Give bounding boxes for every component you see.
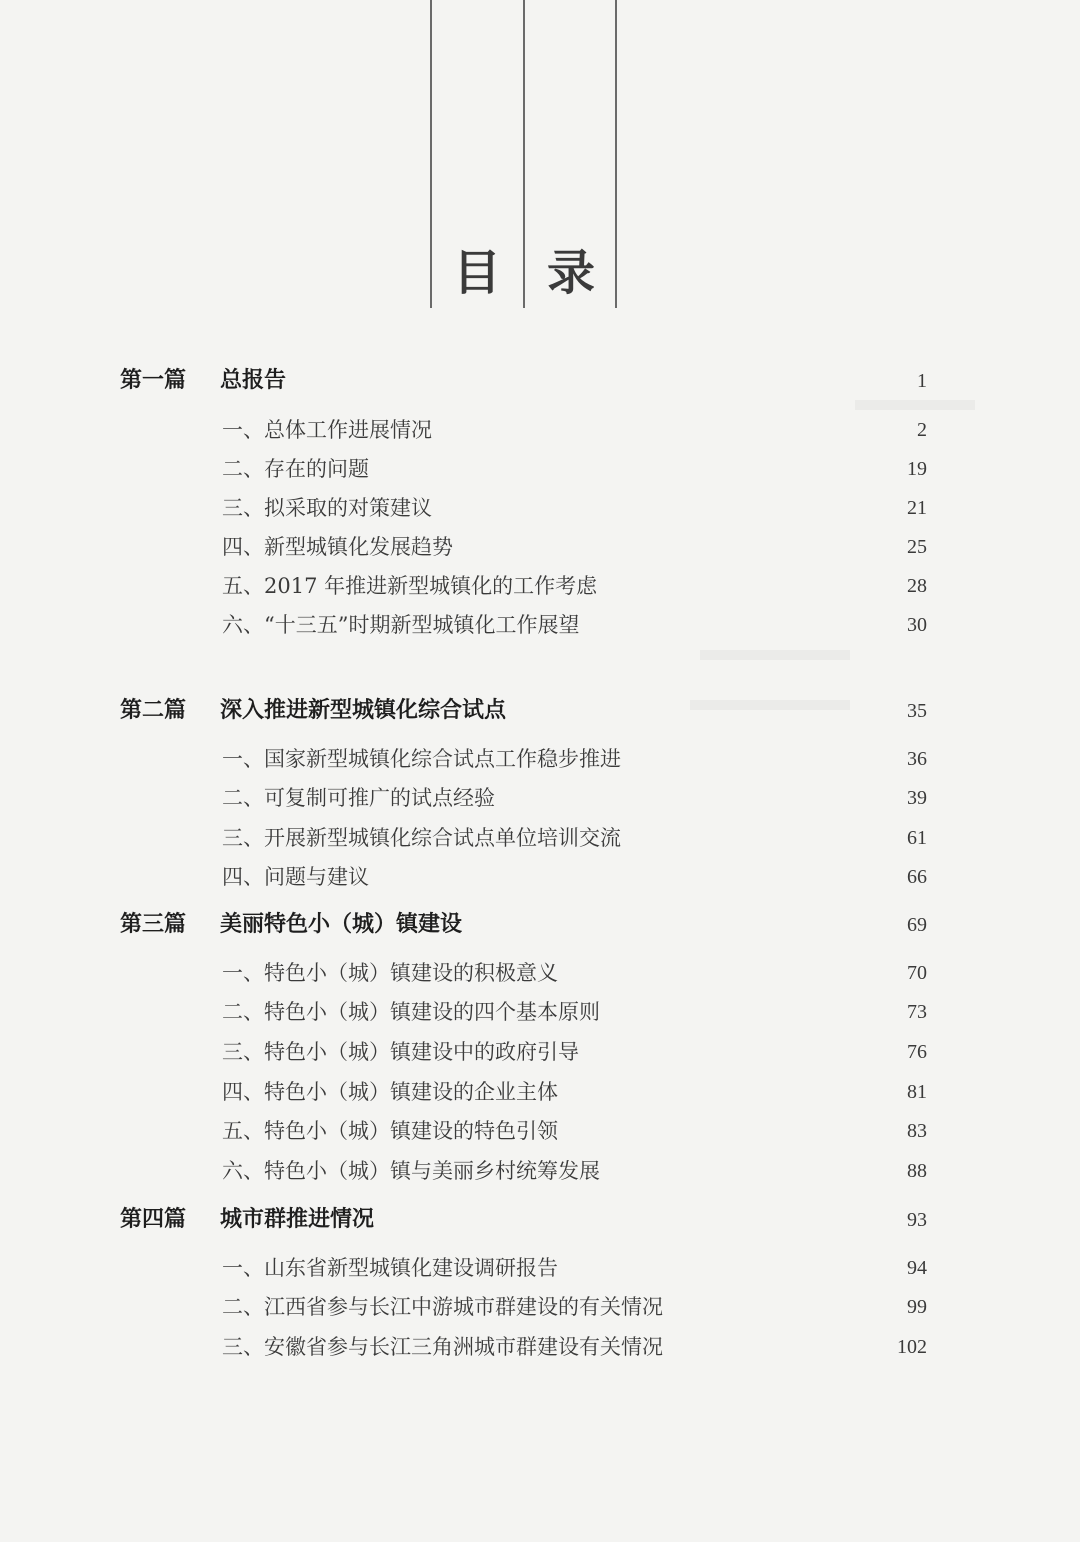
part-label: 第一篇 [120, 368, 187, 393]
toc-entry-row [0, 1113, 1080, 1149]
page-title-char-1: 目 [452, 244, 501, 301]
toc-entry-row [0, 1074, 1080, 1110]
toc-entry-row [0, 1034, 1080, 1070]
part-title: 总报告 [220, 368, 287, 393]
page-number: 28 [907, 575, 927, 597]
toc-entry-row [0, 490, 1080, 526]
toc-entry-row [0, 994, 1080, 1030]
part-title: 城市群推进情况 [220, 1207, 375, 1232]
page-number: 61 [907, 827, 927, 849]
part-heading-row [0, 693, 1080, 729]
page-number: 2 [917, 419, 927, 441]
page-number: 83 [907, 1120, 927, 1142]
entry-title: 一、总体工作进展情况 [222, 418, 432, 442]
part-title: 深入推进新型城镇化综合试点 [220, 698, 507, 723]
page-title-char-2: 录 [546, 244, 595, 301]
toc-entry-row [0, 568, 1080, 604]
part-heading-row [0, 1202, 1080, 1238]
entry-title: 五、特色小（城）镇建设的特色引领 [222, 1119, 558, 1143]
part-label: 第四篇 [120, 1207, 187, 1232]
toc-entry-row [0, 529, 1080, 565]
page-number: 99 [907, 1296, 927, 1318]
toc-entry-row [0, 1289, 1080, 1325]
entry-title: 三、安徽省参与长江三角洲城市群建设有关情况 [222, 1335, 663, 1359]
page-number: 102 [897, 1336, 927, 1358]
toc-entry-row [0, 1153, 1080, 1189]
page-number: 1 [917, 370, 927, 392]
page-number: 39 [907, 787, 927, 809]
entry-title: 一、国家新型城镇化综合试点工作稳步推进 [222, 747, 621, 771]
page-number: 36 [907, 748, 927, 770]
entry-title: 五、2017 年推进新型城镇化的工作考虑 [222, 574, 598, 598]
part-heading-row [0, 363, 1080, 399]
toc-entry-row [0, 820, 1080, 856]
entry-title: 三、拟采取的对策建议 [222, 496, 432, 520]
page-number: 30 [907, 614, 927, 636]
page-number: 21 [907, 497, 927, 519]
entry-title: 四、问题与建议 [222, 865, 369, 889]
page-number: 66 [907, 866, 927, 888]
entry-title: 二、特色小（城）镇建设的四个基本原则 [222, 1000, 600, 1024]
bleed-through-mark [855, 400, 975, 410]
part-label: 第三篇 [120, 912, 187, 937]
toc-entry-row [0, 412, 1080, 448]
part-heading-row [0, 907, 1080, 943]
entry-title: 四、特色小（城）镇建设的企业主体 [222, 1080, 558, 1104]
page-title [430, 238, 618, 301]
toc-entry-row [0, 741, 1080, 777]
entry-title: 一、特色小（城）镇建设的积极意义 [222, 961, 558, 985]
page-number: 94 [907, 1257, 927, 1279]
entry-title: 一、山东省新型城镇化建设调研报告 [222, 1256, 558, 1280]
page-number: 35 [907, 700, 927, 722]
entry-title: 二、可复制可推广的试点经验 [222, 786, 495, 810]
entry-title: 三、开展新型城镇化综合试点单位培训交流 [222, 826, 621, 850]
toc-entry-row [0, 780, 1080, 816]
toc-entry-row [0, 451, 1080, 487]
part-title: 美丽特色小（城）镇建设 [220, 912, 463, 937]
part-label: 第二篇 [120, 698, 187, 723]
page-number: 88 [907, 1160, 927, 1182]
entry-title: 三、特色小（城）镇建设中的政府引导 [222, 1040, 579, 1064]
page-number: 69 [907, 914, 927, 936]
page-number: 70 [907, 962, 927, 984]
page-number: 25 [907, 536, 927, 558]
toc-entry-row [0, 1329, 1080, 1365]
page-number: 76 [907, 1041, 927, 1063]
toc-entry-row [0, 607, 1080, 643]
entry-title: 二、江西省参与长江中游城市群建设的有关情况 [222, 1295, 663, 1319]
page-number: 73 [907, 1001, 927, 1023]
entry-title: 二、存在的问题 [222, 457, 369, 481]
toc-entry-row [0, 1250, 1080, 1286]
entry-title: 六、“十三五”时期新型城镇化工作展望 [222, 613, 580, 637]
toc-entry-row [0, 859, 1080, 895]
page-number: 93 [907, 1209, 927, 1231]
entry-title: 六、特色小（城）镇与美丽乡村统筹发展 [222, 1159, 600, 1183]
toc-entry-row [0, 955, 1080, 991]
page-number: 81 [907, 1081, 927, 1103]
page-number: 19 [907, 458, 927, 480]
bleed-through-mark [700, 650, 850, 660]
entry-title: 四、新型城镇化发展趋势 [222, 535, 453, 559]
